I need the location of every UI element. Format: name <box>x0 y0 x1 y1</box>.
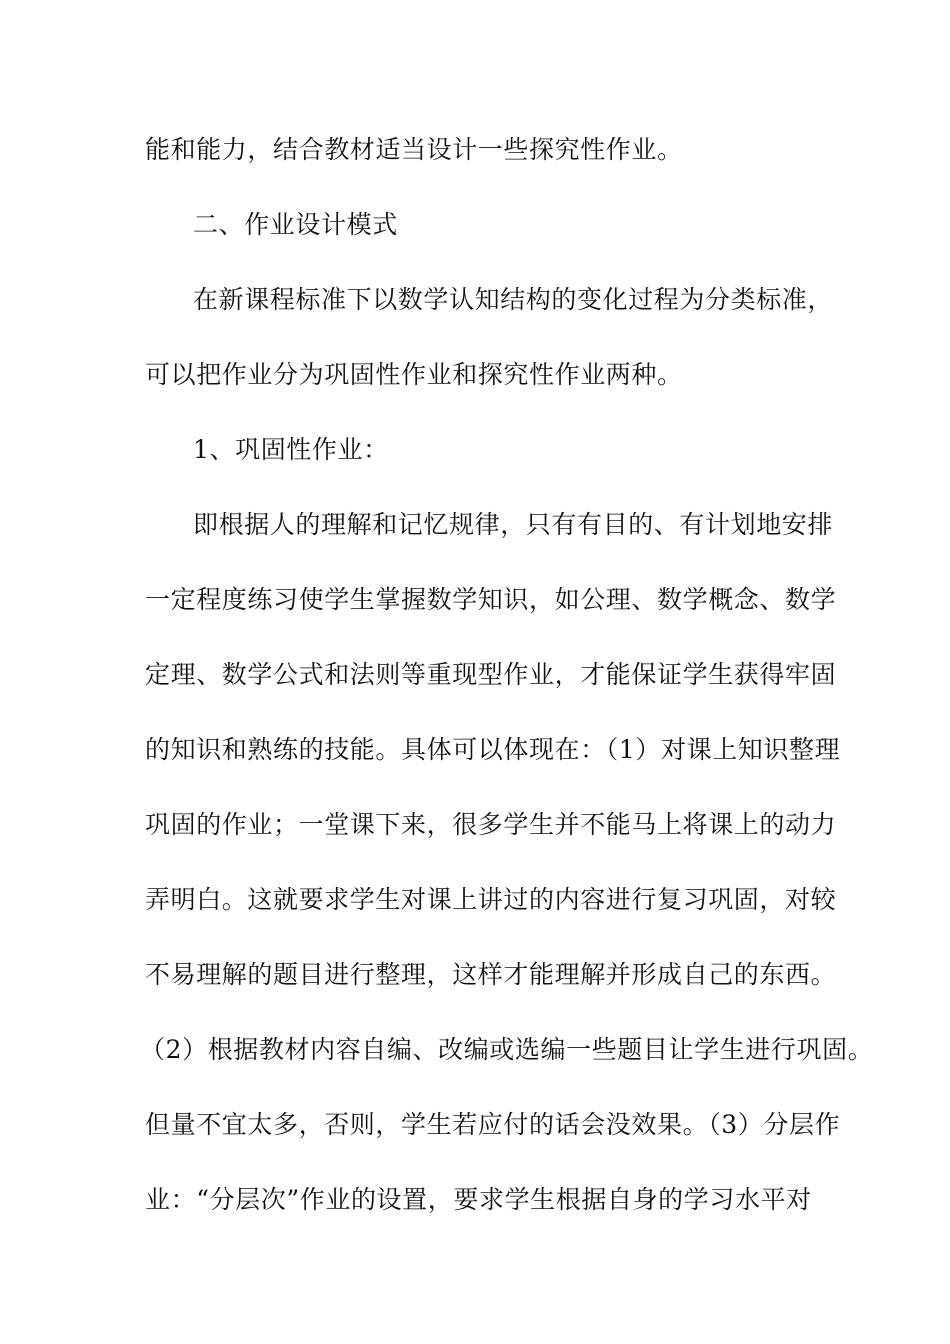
text-line: 即根据人的理解和记忆规律，只有有目的、有计划地安排 <box>193 510 834 539</box>
text-line: 弄明白。这就要求学生对课上讲过的内容进行复习巩固，对较 <box>145 885 837 914</box>
text-line: 定理、数学公式和法则等重现型作业，才能保证学生获得牢固 <box>145 660 837 689</box>
text-line: 的知识和熟练的技能。具体可以体现在：（1）对课上知识整理 <box>145 735 841 764</box>
text-line: 能和能力，结合教材适当设计一些探究性作业。 <box>145 135 683 164</box>
text-line: 一定程度练习使学生掌握数学知识，如公理、数学概念、数学 <box>145 585 837 614</box>
text-line: 业：“分层次”作业的设置，要求学生根据自身的学习水平对 <box>145 1185 812 1214</box>
text-line: （2）根据教材内容自编、改编或选编一些题目让学生进行巩固。 <box>140 1035 874 1064</box>
section-heading: 二、作业设计模式 <box>193 210 398 239</box>
text-line: 在新课程标准下以数学认知结构的变化过程为分类标准， <box>193 285 834 314</box>
text-line: 但量不宜太多，否则，学生若应付的话会没效果。（3）分层作 <box>145 1110 841 1139</box>
text-line: 不易理解的题目进行整理，这样才能理解并形成自己的东西。 <box>145 960 837 989</box>
text-line: 可以把作业分为巩固性作业和探究性作业两种。 <box>145 360 683 389</box>
text-line: 巩固的作业；一堂课下来，很多学生并不能马上将课上的动力 <box>145 810 837 839</box>
subsection-heading: 1、巩固性作业： <box>193 435 389 464</box>
